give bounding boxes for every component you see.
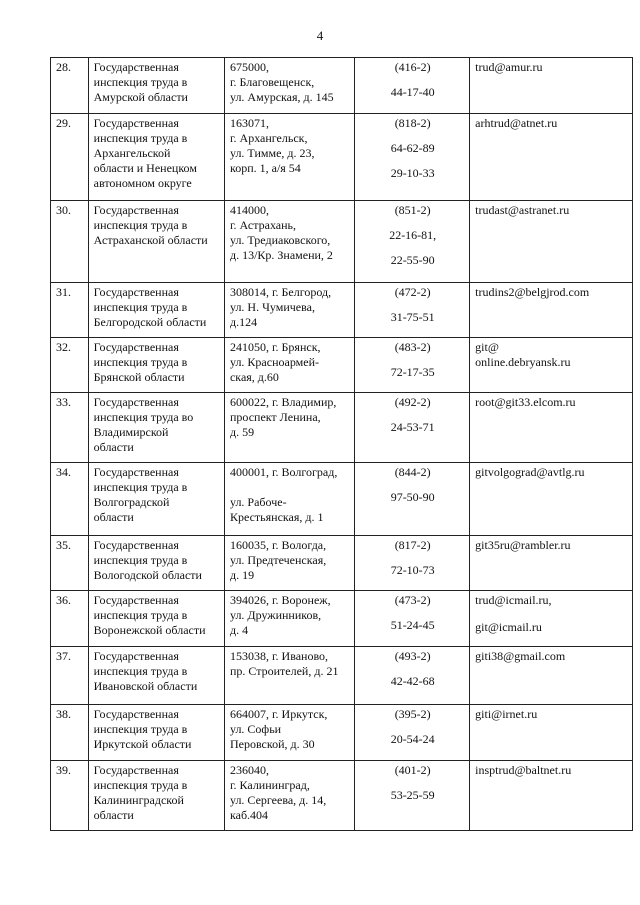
phone-number: 24-53-71: [390, 420, 435, 434]
email-address: arhtrud@atnet.ru: [475, 116, 558, 130]
organization-cell: [88, 761, 224, 831]
phone-area-code: (493-2): [394, 649, 431, 663]
email-address: git@icmail.ru: [475, 620, 542, 634]
organization-name: Государственная инспекция труда в Воронежской области: [93, 593, 206, 637]
address-text: 241050, г. Брянск, ул. Красноармей- ская, д.60: [229, 340, 321, 384]
address-cell: [224, 705, 354, 761]
phone-number: 22-55-90: [390, 253, 435, 267]
organization-name: Государственная инспекция труда в Калининградской области: [93, 763, 188, 822]
table-row: [51, 58, 633, 114]
page-number: 4: [316, 28, 324, 43]
email-cell: [470, 761, 633, 831]
address-text: 160035, г. Вологда, ул. Предтеченская, д. 19: [229, 538, 327, 582]
phone-area-code: (395-2): [394, 707, 431, 721]
address-text: 675000, г. Благовещенск, ул. Амурская, д. 145: [229, 60, 334, 104]
phone-number: 31-75-51: [390, 310, 435, 324]
organization-name: Государственная инспекция труда в Брянской области: [93, 340, 188, 384]
phone-area-code: (483-2): [394, 340, 431, 354]
phone-area-code: (851-2): [394, 203, 431, 217]
phone-number: 29-10-33: [390, 166, 435, 180]
address-cell: [224, 114, 354, 201]
table-row: [51, 393, 633, 463]
organization-name: Государственная инспекция труда в Вологодской области: [93, 538, 202, 582]
phone-area-code: (817-2): [394, 538, 431, 552]
phone-area-code: (416-2): [394, 60, 431, 74]
address-cell: [224, 201, 354, 283]
email-cell: [470, 536, 633, 591]
organization-name: Государственная инспекция труда в Волгоградской области: [93, 465, 188, 524]
phone-number: 42-42-68: [390, 674, 435, 688]
row-number: 39.: [51, 761, 89, 831]
phone-cell: [355, 536, 470, 591]
table-row: [51, 761, 633, 831]
email-cell: [470, 114, 633, 201]
phone-number: 97-50-90: [390, 490, 435, 504]
phone-area-code: (473-2): [394, 593, 431, 607]
row-number: 30.: [51, 201, 89, 283]
phone-cell: [355, 393, 470, 463]
phone-cell: [355, 58, 470, 114]
row-number: 33.: [51, 393, 89, 463]
address-text: 163071, г. Архангельск, ул. Тимме, д. 23, корп. 1, а/я 54: [229, 116, 315, 175]
organization-cell: [88, 338, 224, 393]
organization-cell: [88, 536, 224, 591]
phone-number: 72-10-73: [390, 563, 435, 577]
email-cell: [470, 58, 633, 114]
phone-cell: [355, 591, 470, 647]
inspection-contacts-table: [50, 57, 633, 831]
phone-cell: [355, 338, 470, 393]
row-number: 37.: [51, 647, 89, 705]
row-number: 35.: [51, 536, 89, 591]
organization-cell: [88, 58, 224, 114]
email-cell: [470, 463, 633, 536]
table-body: [51, 58, 633, 831]
address-cell: [224, 761, 354, 831]
email-address: root@git33.elcom.ru: [475, 395, 576, 409]
row-number: 34.: [51, 463, 89, 536]
organization-cell: [88, 647, 224, 705]
phone-number: 51-24-45: [390, 618, 435, 632]
address-cell: [224, 536, 354, 591]
phone-area-code: (401-2): [394, 763, 431, 777]
address-cell: [224, 393, 354, 463]
address-text: 600022, г. Владимир, проспект Ленина, д. 59: [229, 395, 337, 439]
phone-number: 53-25-59: [390, 788, 435, 802]
email-cell: [470, 393, 633, 463]
address-cell: [224, 58, 354, 114]
row-number: 36.: [51, 591, 89, 647]
table-row: [51, 201, 633, 283]
email-cell: [470, 201, 633, 283]
address-cell: [224, 338, 354, 393]
organization-cell: [88, 201, 224, 283]
row-number: 28.: [51, 58, 89, 114]
organization-cell: [88, 591, 224, 647]
row-number: 38.: [51, 705, 89, 761]
email-address: trud@icmail.ru,: [475, 593, 552, 607]
email-address: trudast@astranet.ru: [475, 203, 570, 217]
table-row: [51, 591, 633, 647]
phone-area-code: (844-2): [394, 465, 431, 479]
email-cell: [470, 705, 633, 761]
email-address: git@: [475, 340, 499, 354]
address-text: 400001, г. Волгоград, ул. Рабоче- Крестьянская, д. 1: [229, 465, 338, 524]
organization-cell: [88, 463, 224, 536]
table-row: [51, 536, 633, 591]
email-cell: [470, 591, 633, 647]
email-address: insptrud@baltnet.ru: [475, 763, 572, 777]
organization-name: Государственная инспекция труда в Иркутской области: [93, 707, 192, 751]
phone-cell: [355, 283, 470, 338]
address-cell: [224, 463, 354, 536]
email-address: git35ru@rambler.ru: [475, 538, 571, 552]
address-cell: [224, 591, 354, 647]
email-cell: [470, 338, 633, 393]
address-text: 308014, г. Белгород, ул. Н. Чумичева, д.124: [229, 285, 332, 329]
organization-name: Государственная инспекция труда во Владимирской области: [93, 395, 194, 454]
phone-area-code: (818-2): [394, 116, 431, 130]
email-address: online.debryansk.ru: [475, 355, 571, 369]
row-number: 32.: [51, 338, 89, 393]
phone-number: 72-17-35: [390, 365, 435, 379]
phone-cell: [355, 114, 470, 201]
phone-cell: [355, 705, 470, 761]
email-address: gitvolgograd@avtlg.ru: [475, 465, 585, 479]
phone-cell: [355, 647, 470, 705]
table-row: [51, 114, 633, 201]
address-text: 236040, г. Калининград, ул. Сергеева, д. 14, каб.404: [229, 763, 327, 822]
address-cell: [224, 283, 354, 338]
organization-cell: [88, 393, 224, 463]
email-address: giti38@gmail.com: [475, 649, 566, 663]
email-address: trudins2@belgjrod.com: [475, 285, 590, 299]
table-row: [51, 283, 633, 338]
row-number: 29.: [51, 114, 89, 201]
address-text: 394026, г. Воронеж, ул. Дружинников, д. 4: [229, 593, 331, 637]
organization-cell: [88, 705, 224, 761]
table-row: [51, 338, 633, 393]
phone-area-code: (472-2): [394, 285, 431, 299]
organization-cell: [88, 114, 224, 201]
organization-name: Государственная инспекция труда в Белгородской области: [93, 285, 207, 329]
table-row: [51, 705, 633, 761]
phone-number: 44-17-40: [390, 85, 435, 99]
row-number: 31.: [51, 283, 89, 338]
organization-cell: [88, 283, 224, 338]
organization-name: Государственная инспекция труда в Архангельской области и Ненецком автономном округе: [93, 116, 197, 190]
email-cell: [470, 283, 633, 338]
organization-name: Государственная инспекция труда в Астраханской области: [93, 203, 208, 247]
table-row: [51, 647, 633, 705]
table-row: [51, 463, 633, 536]
email-cell: [470, 647, 633, 705]
address-cell: [224, 647, 354, 705]
address-text: 153038, г. Иваново, пр. Строителей, д. 21: [229, 649, 339, 678]
organization-name: Государственная инспекция труда в Амурской области: [93, 60, 188, 104]
phone-number: 20-54-24: [390, 732, 435, 746]
email-address: giti@irnet.ru: [475, 707, 538, 721]
email-address: trud@amur.ru: [475, 60, 543, 74]
phone-number: 22-16-81,: [389, 228, 437, 242]
phone-number: 64-62-89: [390, 141, 435, 155]
address-text: 414000, г. Астрахань, ул. Тредиаковского, д. 13/Кр. Знамени, 2: [229, 203, 333, 262]
organization-name: Государственная инспекция труда в Ивановской области: [93, 649, 198, 693]
phone-cell: [355, 201, 470, 283]
phone-cell: [355, 761, 470, 831]
address-text: 664007, г. Иркутск, ул. Софьи Перовской, д. 30: [229, 707, 328, 751]
phone-cell: [355, 463, 470, 536]
phone-area-code: (492-2): [394, 395, 431, 409]
